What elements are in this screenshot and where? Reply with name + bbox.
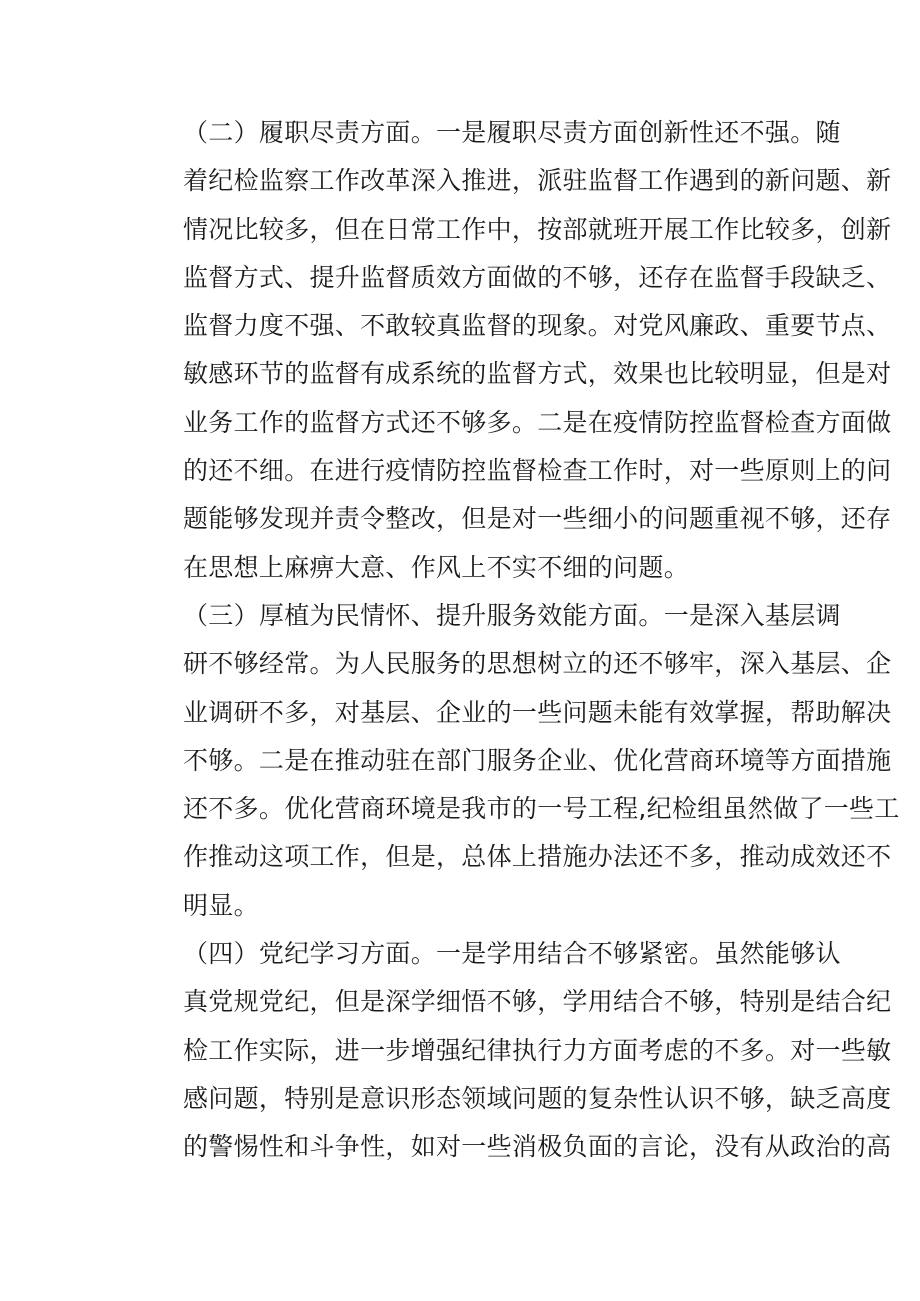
text-line: 敏感环节的监督有成系统的监督方式，效果也比较明显，但是对 xyxy=(183,359,892,389)
paragraph-serving-people xyxy=(133,592,900,930)
text-line: 的警惕性和斗争性，如对一些消极负面的言论，没有从政治的高 xyxy=(183,1132,892,1162)
text-line: 研不够经常。为人民服务的思想树立的还不够牢，深入基层、企 xyxy=(183,649,892,679)
text-line: 真党规党纪，但是深学细悟不够，学用结合不够，特别是结合纪 xyxy=(183,987,892,1017)
text-line: 的还不细。在进行疫情防控监督检查工作时，对一些原则上的问 xyxy=(183,456,892,486)
text-line: 监督力度不强、不敢较真监督的现象。对党风廉政、重要节点、 xyxy=(183,311,892,341)
text-line: 作推动这项工作，但是，总体上措施办法还不多，推动成效还不 xyxy=(183,842,892,872)
text-line: （四）党纪学习方面。一是学用结合不够紧密。虽然能够认 xyxy=(183,939,841,969)
text-line: 还不多。优化营商环境是我市的一号工程,纪检组虽然做了一些工 xyxy=(183,794,900,824)
text-line: 着纪检监察工作改革深入推进，派驻监督工作遇到的新问题、新 xyxy=(183,166,892,196)
text-line: 在思想上麻痹大意、作风上不实不细的问题。 xyxy=(183,552,690,582)
text-line: 明显。 xyxy=(183,890,259,920)
text-line: 监督方式、提升监督质效方面做的不够，还存在监督手段缺乏、 xyxy=(183,262,892,292)
paragraph-party-discipline-study xyxy=(133,930,892,1171)
text-line: 业调研不多，对基层、企业的一些问题未能有效掌握，帮助解决 xyxy=(183,697,892,727)
text-line: 情况比较多，但在日常工作中，按部就班开展工作比较多，创新 xyxy=(183,214,892,244)
text-line: 题能够发现并责令整改，但是对一些细小的问题重视不够，还存 xyxy=(183,504,892,534)
text-line: 业务工作的监督方式还不够多。二是在疫情防控监督检查方面做 xyxy=(183,407,892,437)
text-line: 不够。二是在推动驻在部门服务企业、优化营商环境等方面措施 xyxy=(183,745,892,775)
text-line: 感问题，特别是意识形态领域问题的复杂性认识不够，缺乏高度 xyxy=(183,1083,892,1113)
text-line: （二）履职尽责方面。一是履职尽责方面创新性还不强。随 xyxy=(183,118,841,147)
paragraph-performance-duties xyxy=(133,109,892,592)
text-line: （三）厚植为民情怀、提升服务效能方面。一是深入基层调 xyxy=(183,600,841,630)
text-line: 检工作实际，进一步增强纪律执行力方面考虑的不多。对一些敏 xyxy=(183,1035,892,1065)
document-body xyxy=(133,109,900,1172)
